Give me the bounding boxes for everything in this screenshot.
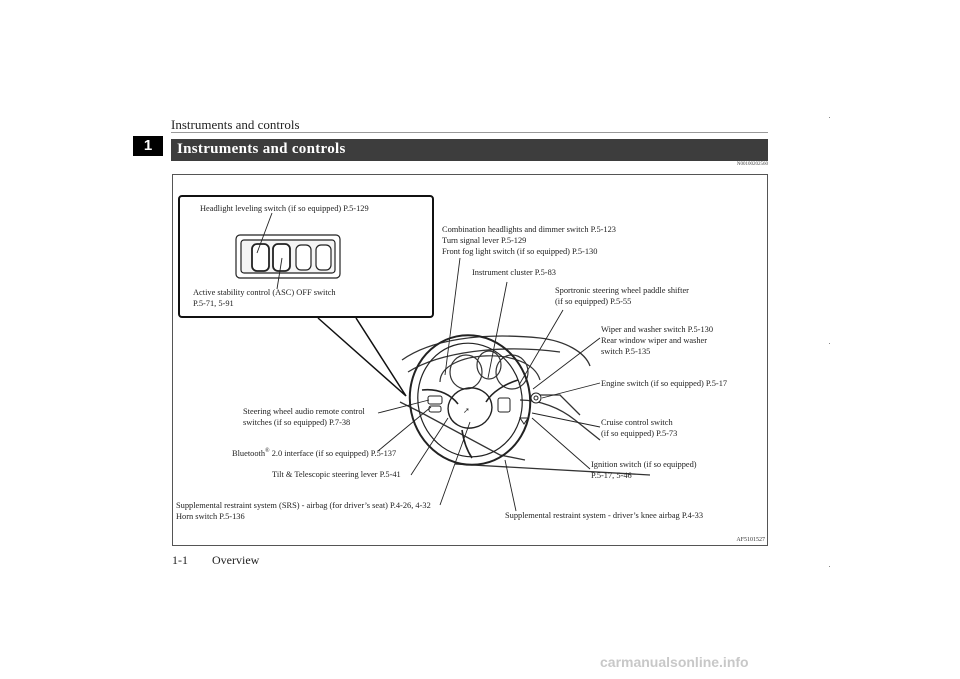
- label-paddle-1: Sportronic steering wheel paddle shifter: [555, 286, 689, 295]
- inset-pointer: [318, 318, 406, 396]
- label-audio-1: Steering wheel audio remote control: [243, 407, 365, 416]
- label-cruise-1: Cruise control switch: [601, 418, 673, 427]
- crop-mark: [829, 343, 830, 344]
- label-wiper-3: switch P.5-135: [601, 347, 651, 356]
- label-bluetooth-rest: 2.0 interface (if so equipped) P.5-137: [269, 448, 397, 458]
- svg-text:➚: ➚: [463, 406, 470, 415]
- document-code: N00100202560: [736, 162, 768, 167]
- label-tilt: Tilt & Telescopic steering lever P.5-41: [272, 470, 401, 479]
- crop-mark: [829, 566, 830, 567]
- crop-mark: [829, 117, 830, 118]
- figure-code: AF5101527: [736, 537, 765, 543]
- chapter-tab: 1: [133, 136, 163, 156]
- footer-page-number: 1-1: [172, 553, 188, 567]
- label-combination-2: Turn signal lever P.5-129: [442, 236, 527, 245]
- label-headlight-leveling: Headlight leveling switch (if so equipped) P.5-129: [200, 204, 369, 213]
- running-header: Instruments and controls: [171, 117, 300, 132]
- label-cruise-2: (if so equipped) P.5-73: [601, 429, 678, 438]
- label-combination-3: Front fog light switch (if so equipped) P.5-130: [442, 247, 598, 256]
- label-combination-1: Combination headlights and dimmer switch P.5-123: [442, 225, 616, 234]
- label-srs-1: Supplemental restraint system (SRS) - airbag (for driver’s seat) P.4-26, 4-32: [176, 501, 431, 510]
- section-title: Instruments and controls: [177, 141, 346, 157]
- label-wiper-2: Rear window wiper and washer: [601, 336, 708, 345]
- label-paddle-2: (if so equipped) P.5-55: [555, 297, 632, 306]
- label-wiper-1: Wiper and washer switch P.5-130: [601, 325, 714, 334]
- label-asc-off-1: Active stability control (ASC) OFF switch: [193, 288, 336, 297]
- label-ignition-2: P.5-17, 5-46: [591, 471, 632, 480]
- switch-details: [428, 393, 541, 424]
- label-ignition-1: Ignition switch (if so equipped): [591, 460, 697, 469]
- registered-mark: ®: [265, 448, 270, 454]
- footer-chapter-title: Overview: [212, 553, 260, 567]
- watermark: carmanualsonline.info: [600, 654, 749, 670]
- label-instrument-cluster: Instrument cluster P.5-83: [472, 268, 556, 277]
- label-audio-2: switches (if so equipped) P.7-38: [243, 418, 351, 427]
- label-srs-2: Horn switch P.5-136: [176, 512, 245, 521]
- switch-panel: [236, 235, 340, 278]
- label-bluetooth-name: Bluetooth: [232, 448, 266, 458]
- label-bluetooth: [232, 446, 396, 459]
- label-knee-airbag: Supplemental restraint system - driver’s knee airbag P.4-33: [505, 511, 704, 520]
- label-asc-off-2: P.5-71, 5-91: [193, 299, 234, 308]
- label-engine-switch: Engine switch (if so equipped) P.5-17: [601, 379, 728, 388]
